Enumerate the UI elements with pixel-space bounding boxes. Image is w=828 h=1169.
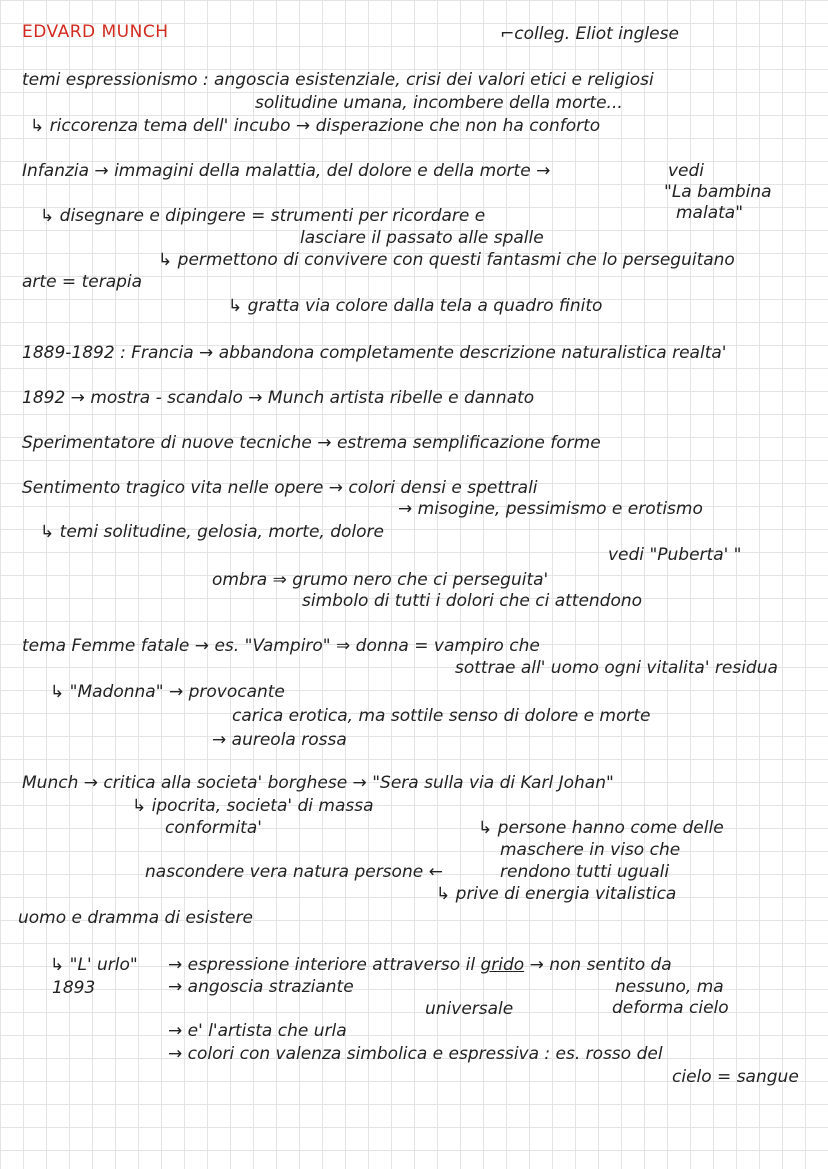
colleg-text: colleg. Eliot inglese [514, 24, 679, 44]
infanzia-line-4 [158, 250, 735, 270]
arrow-icon: ↳ [40, 206, 60, 226]
aureola-line: → aureola rossa [212, 730, 347, 750]
arrow-icon: ↳ [228, 296, 248, 316]
persone-line-2: maschere in viso che [500, 840, 681, 860]
arrow-icon: ↳ [30, 116, 50, 136]
arrow-icon: ↳ [40, 522, 60, 542]
infanzia-vedi-2: "La bambina [664, 182, 772, 202]
madonna-line [50, 682, 285, 702]
critica-line-2-text: ipocrita, societa' di massa [151, 796, 374, 816]
page-title: EDVARD MUNCH [22, 22, 169, 42]
nascondere-text: nascondere vera natura persone [145, 862, 424, 882]
infanzia-vedi-1: vedi [668, 161, 705, 181]
sentimento-line-2: → misogine, pessimismo e erotismo [398, 499, 703, 519]
infanzia-line-1: Infanzia → immagini della malattia, del dolore e della morte → [22, 161, 551, 181]
ombra-line-1: ombra ⇒ grumo nero che ci perseguita' [212, 570, 549, 590]
infanzia-line-3: lasciare il passato alle spalle [300, 228, 544, 248]
sentimento-line-1: Sentimento tragico vita nelle opere → colori densi e spettrali [22, 478, 538, 498]
femme-line-2: sottrae all' uomo ogni vitalita' residua [455, 658, 778, 678]
carica-line: carica erotica, ma sottile senso di dolore e morte [232, 706, 651, 726]
temi-line-3-text: riccorenza tema dell' incubo → disperazione che non ha conforto [49, 116, 601, 136]
nessuno-line-2: deforma cielo [612, 998, 729, 1018]
universale-word: universale [425, 999, 514, 1019]
francia-line: 1889-1892 : Francia → abbandona completamente descrizione naturalistica realta' [22, 343, 727, 363]
persone-line-1 [478, 818, 724, 838]
prive-text: prive di energia vitalistica [455, 884, 677, 904]
arte-terapia: arte = terapia [22, 272, 143, 292]
temi-line-1: temi espressionismo : angoscia esistenziale, crisi dei valori etici e religiosi [22, 70, 654, 90]
grido-word: grido [480, 955, 525, 975]
temi-line-3 [30, 116, 600, 136]
arrow-icon: ↳ [436, 884, 456, 904]
uomo-dramma: uomo e dramma di esistere [18, 908, 253, 928]
urlo-line-4: → colori con valenza simbolica e espressiva : es. rosso del [168, 1044, 663, 1064]
arrow-icon: ↳ [478, 818, 498, 838]
infanzia-vedi-3: malata" [676, 203, 744, 223]
madonna-text: "Madonna" → provocante [69, 682, 285, 702]
infanzia-line-4-text: permettono di convivere con questi fantasmi che lo perseguitano [177, 250, 735, 270]
urlo-line-1b: → non sentito da [529, 955, 672, 975]
arrow-icon: ↳ [158, 250, 178, 270]
persone-line-1-text: persone hanno come delle [497, 818, 724, 838]
temi-line-2: solitudine umana, incombere della morte... [255, 93, 623, 113]
ombra-line-2: simbolo di tutti i dolori che ci attendono [302, 591, 643, 611]
urlo-line-2: → angoscia straziante [168, 977, 354, 997]
persone-line-3: rendono tutti uguali [500, 862, 670, 882]
colleg-note: ⌐colleg. Eliot inglese [500, 24, 679, 44]
arrow-icon: ↳ [50, 955, 70, 975]
infanzia-line-2-text: disegnare e dipingere = strumenti per ricordare e [59, 206, 486, 226]
nascondere-line: nascondere vera natura persone ← [145, 862, 443, 882]
arrow-icon: ↳ [50, 682, 70, 702]
sentimento-line-3 [40, 522, 384, 542]
arrow-icon: ↳ [132, 796, 152, 816]
prive-line [436, 884, 676, 904]
urlo-title-text: "L' urlo" [69, 955, 138, 975]
femme-line-1: tema Femme fatale → es. "Vampiro" ⇒ donna = vampiro che [22, 636, 540, 656]
puberta-ref: vedi "Puberta' " [608, 545, 742, 565]
gratta-text: gratta via colore dalla tela a quadro finito [247, 296, 603, 316]
critica-line-2 [132, 796, 374, 816]
urlo-line-1a: → espressione interiore attraverso il [168, 955, 476, 975]
urlo-year: 1893 [52, 978, 96, 998]
urlo-line-5: cielo = sangue [672, 1067, 799, 1087]
sperimentatore-line: Sperimentatore di nuove tecniche → estrema semplificazione forme [22, 433, 601, 453]
gratta-line [228, 296, 602, 316]
urlo-title [50, 955, 138, 975]
sentimento-line-3-text: temi solitudine, gelosia, morte, dolore [59, 522, 384, 542]
urlo-line-3: → e' l'artista che urla [168, 1021, 347, 1041]
nessuno-line-1: nessuno, ma [615, 977, 724, 997]
urlo-line-1 [168, 955, 672, 975]
critica-line-1: Munch → critica alla societa' borghese → "Sera sulla via di Karl Johan" [22, 773, 614, 793]
infanzia-line-2 [40, 206, 485, 226]
mostra-line: 1892 → mostra - scandalo → Munch artista ribelle e dannato [22, 388, 535, 408]
critica-line-3: conformita' [165, 818, 262, 838]
